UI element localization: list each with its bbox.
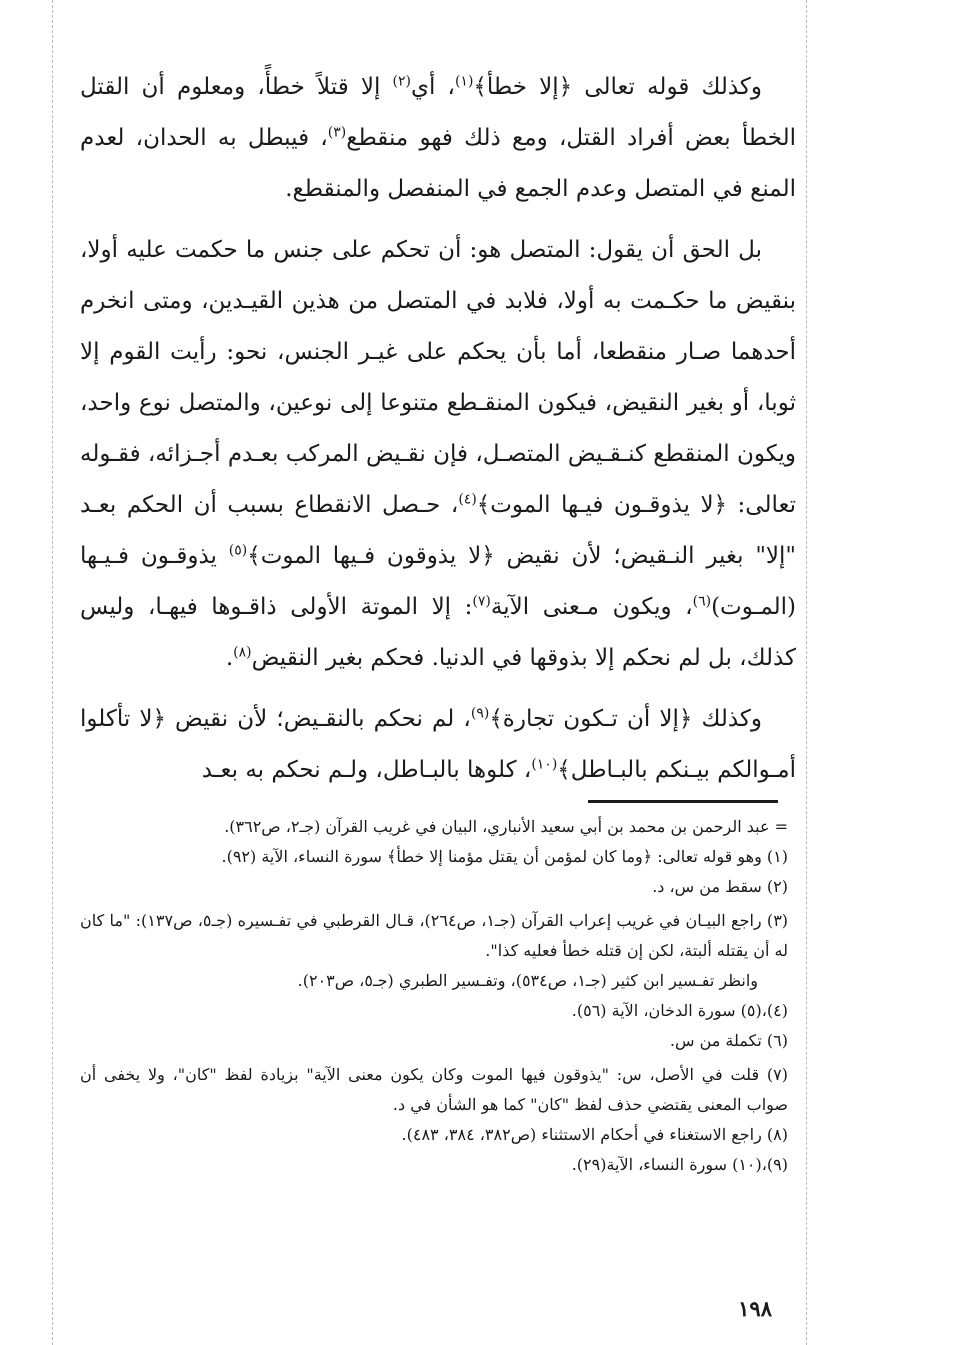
footnote-separator [588, 800, 778, 803]
scan-fold-line-left [52, 0, 53, 1345]
footnote-marker: (٢) [392, 73, 411, 90]
text-run: إلا قتلاً خطأً، ومعلوم أن القتل الخطأ بعض أفراد القتل، ومع ذلك فهو منقطع [80, 74, 797, 151]
footnote: (٢) سقط من س، د. [652, 877, 788, 896]
text-run: ، أي [410, 74, 455, 100]
footnote: (٨) راجع الاستغناء في أحكام الاستثناء (ص٣٨٢، ٣٨٤، ٤٨٣). [401, 1125, 788, 1144]
footnote-marker: (١) [454, 73, 474, 90]
footnote: = عبد الرحمن بن محمد بن أبي سعيد الأنباري، البيان في غريب القرآن (جـ٢، ص٣٦٢). [224, 817, 788, 836]
main-text [80, 62, 796, 796]
footnote: (٤)،(٥) سورة الدخان، الآية (٥٦). [571, 1001, 788, 1020]
text-run: ، حـصل الانقطاع بسبب أن الحكم بعـد "إلا" بغير النـقيض؛ لأن نقيض ﴿لا يذوقون فـيها الموت﴾ [80, 492, 797, 569]
footnote-marker: (٥) [228, 542, 248, 559]
body-paragraph [80, 225, 796, 684]
text-run: : إلا الموتة الأولى ذاقـوها فيهـا، وليس كذلك، بل لم نحكم إلا بذوقها في الدنيا. فحكم بغير النقيض [80, 594, 796, 671]
text-run: ، فيبطل به الحدان، لعدم المنع في المتصل وعدم الجمع في المنفصل والمنقطع. [80, 125, 796, 202]
text-run: وكذلك ﴿إلا أن تـكون تجارة﴾ [489, 706, 762, 732]
footnote-marker: (٨) [233, 644, 252, 661]
text-run: وكذلك قوله تعالى ﴿إلا خطأ﴾ [473, 74, 762, 100]
body-paragraph [80, 694, 796, 796]
footnote: (٦) تكملة من س. [669, 1031, 788, 1050]
footnote-marker: (٧) [472, 593, 491, 610]
body-paragraph [80, 62, 796, 215]
footnote: (٧) قلت في الأصل، س: "يذوقون فيها الموت وكان يكون معنى الآية" بزيادة لفظ "كان"، ولا يخفى أن صواب المعنى يقتضي حذف لفظ "كان" كما هو الشأن في د. [80, 1065, 788, 1114]
text-run: ، لم نحكم بالنقـيض؛ لأن نقيض ﴿لا تأكلوا أمـوالكم بيـنكم بالبـاطل﴾ [80, 706, 796, 783]
footnote-marker: (٩) [470, 705, 490, 722]
footnote: (٣) راجع البيـان في غريب إعراب القرآن (جـ١، ص٢٦٤)، قـال القرطبي في تفـسيره (جـ٥، ص١٣٧): "ما كان له أن يقتله ألبتة، لكن إن قتله خطأ فعليه كذا". [80, 911, 789, 960]
footnote: (٩)،(١٠) سورة النساء، الآية(٢٩). [571, 1155, 788, 1174]
footnote-marker: (٦) [692, 593, 712, 610]
footnote-marker: (١٠) [531, 756, 558, 773]
page-number: ١٩٨ [738, 1296, 772, 1321]
footnote: (١) وهو قوله تعالى: ﴿وما كان لمؤمن أن يقتل مؤمنا إلا خطأ﴾ سورة النساء، الآية (٩٢). [221, 847, 788, 866]
text-run: ، ويكون مـعنى الآية [490, 594, 693, 620]
scan-fold-line-right [806, 0, 807, 1345]
text-run: . [225, 645, 234, 671]
footnote-marker: (٣) [327, 124, 347, 141]
footnote-marker: (٤) [458, 491, 477, 508]
footnote: وانظر تفـسير ابن كثير (جـ١، ص٥٣٤)، وتفـسير الطبري (جـ٥، ص٢٠٣). [297, 971, 758, 990]
text-run: ، كلوها بالبـاطل، ولـم نحكم به بعـد [201, 757, 532, 783]
footnotes [80, 812, 788, 1180]
text-run: بل الحق أن يقول: المتصل هو: أن تحكم على جنس ما حكمت عليه أولا، بنقيض ما حكـمت به أولا، فلابد في المتصل من هذين القيـدين، ومتى انخرم أحدهما صـار منقطعا، أما بأن يحكم على غيـر الجنس، نحو: رأيت القوم إلا ثوبا، أو بغير النقيض، فيكون المنقـطع متنوعا إلى نوعين، والمتصل نوع واحد، ويكون المنقطع كنـقـيض المتصـل، فإن نقـيض المركب بعـدم أجـزائه، فقـوله تعالى: ﴿لا يذوقـون فيـها الموت﴾ [80, 237, 796, 518]
text-run: يذوقـون فـيـها (المـوت) [80, 543, 796, 620]
